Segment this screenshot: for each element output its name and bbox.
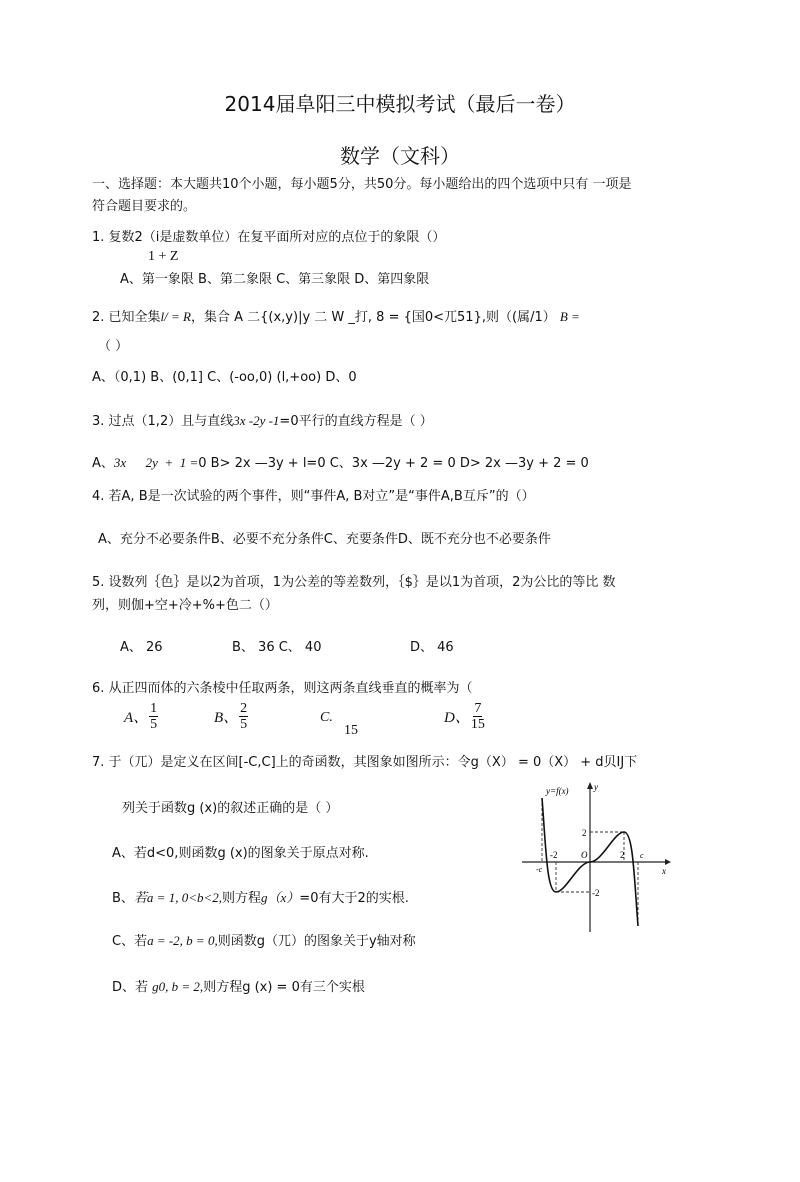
q3-text-pre: 3. 过点（1,2）且与直线 [92,414,234,429]
q3-options-pre: A、 [92,456,114,471]
q6-option-b-den: 5 [240,717,248,732]
function-label: y=f(x) [546,786,569,796]
x-axis-label: x [662,866,666,876]
q7-option-b-end: =0有大于2的实根. [299,891,409,906]
q6-option-d-num: 7 [474,701,482,716]
q3-options [92,455,589,472]
tick-c-positive: c [640,851,644,860]
q6-option-b-label: B、 [214,710,239,726]
q7-option-c [112,933,416,950]
q7-line1: 7. 于（兀）是定义在区间[-C,C]上的奇函数，其图象如图所示：令g（X） = 0（X） + d贝IJ下 [92,755,638,770]
q4-options: A、充分不必要条件B、必要不充分条件C、充要条件D、既不充分也不必要条件 [98,532,551,547]
q2-universal-set: l/ = R [160,309,191,324]
q6-option-c-den: 15 [344,723,358,738]
tick-x-positive: 2 [620,850,625,860]
q6-option-d-den: 15 [470,717,485,732]
q6-text: 6. 从正四而体的六条棱中任取两条，则这两条直线垂直的概率为（ [92,681,473,696]
tick-y-negative: -2 [592,888,600,898]
exam-subtitle: 数学（文科） [340,144,460,168]
x-axis-arrow [665,859,671,865]
q7-option-d-post: 则方程g (x) = 0有三个实根 [203,980,365,995]
q2-belong: (属 [511,310,531,325]
section-instructions-line1: 一、选择题：本大题共10个小题，每小题5分，共50分。每小题给出的四个选项中只有 一项是 [92,177,632,192]
q3-line-eq: 3x -2y -1 [233,413,280,428]
q7-option-d-pre: D、若 [112,980,153,995]
q7-option-b-eq: g（x） [261,890,300,905]
q5-option-d: D、 46 [410,640,454,655]
q3-options-post: 0 B> 2x —3y + l=0 C、3x —2y + 2 = 0 D> 2x —3y + 2 = 0 [198,456,589,471]
tick-x-negative: -2 [550,850,558,860]
q7-option-a: A、若d<0,则函数g (x)的图象关于原点对称. [112,846,369,861]
q6-option-b [214,701,248,732]
q6-option-a-den: 5 [150,717,158,732]
q7-option-b [112,890,409,907]
q6-option-b-num: 2 [240,701,248,716]
y-axis-arrow [587,782,593,789]
origin-label: O [581,850,588,860]
section-instructions-line2: 符合题目要求的。 [92,199,197,214]
q6-option-a-label: A、 [124,710,149,726]
q1-denominator: 1 + Z [148,249,179,264]
exam-title: 2014届阜阳三中模拟考试（最后一卷） [224,92,576,116]
q6-option-d-label: D、 [444,710,470,726]
q7-option-c-pre: C、若 [112,934,148,949]
q5-option-bc: B、 36 C、 40 [232,640,322,655]
q1-options: A、第一象限 B、第二象限 C、第三象限 D、第四象限 [120,272,430,287]
q5-line1: 5. 设数列｛色｝是以2为首项，1为公差的等差数列，｛$｝是以1为首项，2为公比的等比 数 [92,575,616,590]
q3-text-post: =0平行的直线方程是（ ） [279,414,433,429]
q2-set-b: B = [559,309,580,324]
q2-text-post: /1） [530,310,556,325]
q5-line2: 列，则伽+空+冷+%+色二（） [92,598,278,613]
q2-paren: （ ） [98,339,129,354]
q7-option-d [112,979,365,996]
q7-option-d-cond: g0, b = 2, [152,979,204,994]
q2-text-pre: 2. 已知全集 [92,310,161,325]
q7-line2: 列关于函数g (x)的叙述正确的是（ ） [122,801,339,816]
q2-text-mid: ，集合 A 二{(x,y)|y 二 W _打, 8 = {国0<兀51},则（ [190,310,512,325]
q6-option-d [444,701,485,732]
tick-y-positive: 2 [582,828,587,838]
q1-text: 1. 复数2（i是虚数单位）在复平面所对应的点位于的象限（） [92,230,446,245]
q7-option-c-cond: a = -2, b = 0, [147,933,218,948]
q6-option-c-label: C. [320,710,333,725]
q3-text [92,413,433,430]
q6-option-a-num: 1 [150,701,158,716]
q2-text [92,309,580,326]
function-graph [522,780,672,932]
tick-c-negative: -c [536,865,543,874]
q3-option-a-eq: 3x 2y + 1 = [113,455,199,470]
q7-option-c-post: 则函数g（兀）的图象关于y轴对称 [217,934,416,949]
q4-text: 4. 若A, B是一次试验的两个事件，则“事件A, B对立”是“事件A,B互斥”的（） [92,489,535,504]
q7-option-b-post: 则方程 [222,891,262,906]
q7-option-b-cond: 若a = 1, 0<b<2, [133,890,222,905]
y-axis-label: y [594,782,598,792]
q6-option-a [124,701,158,732]
q5-option-a: A、 26 [120,640,163,655]
q2-options: A、（0,1) B、(0,1] C、(-oo,0) (l,+oo) D、0 [92,370,357,385]
q7-option-b-pre: B、 [112,891,134,906]
